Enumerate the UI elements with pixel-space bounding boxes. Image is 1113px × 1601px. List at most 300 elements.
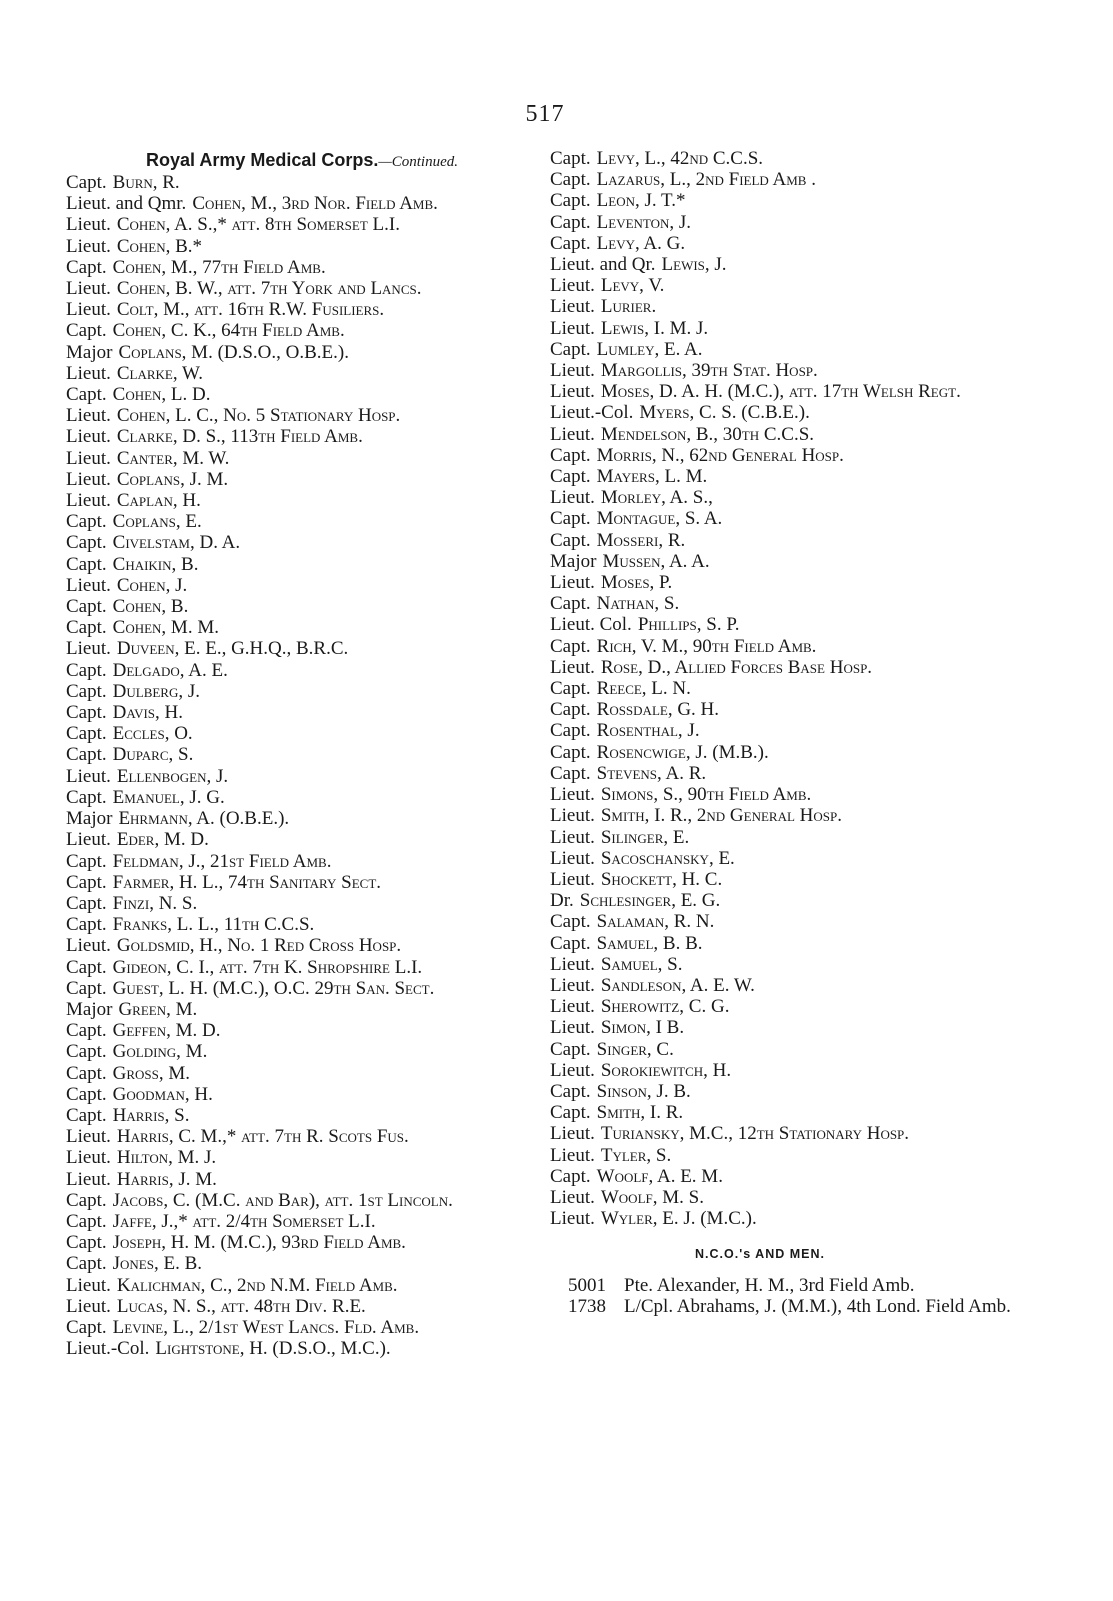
nco-entry — [550, 1275, 1030, 1296]
entry-rank: Lieut. — [66, 1126, 111, 1148]
entry-name: Coplans, E. — [112, 511, 202, 533]
roster-entry — [550, 763, 1030, 784]
roster-entry — [66, 1211, 536, 1232]
entry-rank: Capt. — [550, 169, 591, 191]
entry-name: Duparc, S. — [112, 744, 194, 766]
entry-name: Duveen, E. E., G.H.Q., B.R.C. — [116, 638, 349, 660]
entry-rank: Lieut. — [66, 574, 111, 596]
entry-name: Caplan, H. — [116, 490, 201, 512]
roster-entry — [66, 426, 536, 447]
entry-rank: Lieut. — [66, 278, 111, 300]
entry-rank: Capt. — [66, 532, 107, 554]
roster-entry — [66, 363, 536, 384]
roster-entry — [550, 1060, 1030, 1081]
roster-entry — [66, 554, 536, 575]
entry-name: Green, M. — [118, 998, 198, 1020]
entry-rank: Capt. — [550, 678, 591, 700]
nco-text: L/Cpl. Abrahams, J. (M.M.), 4th Lond. Field Amb. — [624, 1296, 1011, 1318]
entry-name: Rossdale, G. H. — [596, 699, 720, 721]
entry-name: Feldman, J., 21st Field Amb. — [112, 850, 332, 872]
entry-name: Eder, M. D. — [116, 829, 209, 851]
entry-name: Colt, M., att. 16th R.W. Fusiliers. — [116, 299, 385, 321]
roster-entry — [550, 508, 1030, 529]
roster-entry — [66, 1253, 536, 1274]
entry-rank: Capt. — [66, 956, 107, 978]
entry-rank: Capt. — [66, 553, 107, 575]
entry-rank: Lieut. — [550, 805, 595, 827]
entry-rank: Lieut. — [550, 826, 595, 848]
entry-rank: Capt. — [550, 232, 591, 254]
entry-name: Levy, L., 42nd C.C.S. — [596, 148, 764, 169]
entry-rank: Lieut. — [66, 1168, 111, 1190]
roster-entry — [550, 848, 1030, 869]
roster-entry — [550, 212, 1030, 233]
entry-name: Clarke, W. — [116, 362, 203, 384]
roster-entry — [66, 511, 536, 532]
roster-entry — [550, 996, 1030, 1017]
entry-rank: Lieut. — [66, 426, 111, 448]
entry-name: Cohen, C. K., 64th Field Amb. — [112, 320, 345, 342]
entry-rank: Lieut. — [66, 235, 111, 257]
roster-entry — [550, 445, 1030, 466]
entry-name: Cohen, J. — [116, 574, 188, 596]
entry-name: Jacobs, C. (M.C. and Bar), att. 1st Lincoln. — [112, 1189, 453, 1211]
entry-rank: Capt. — [66, 871, 107, 893]
roster-entry — [66, 681, 536, 702]
entry-name: Cohen, A. S.,* att. 8th Somerset L.I. — [116, 214, 400, 236]
entry-name: Ellenbogen, J. — [116, 765, 229, 787]
entry-rank: Lieut.-Col. — [66, 1338, 150, 1360]
roster-entry — [66, 172, 536, 193]
entry-rank: Capt. — [550, 741, 591, 763]
entry-rank: Lieut. — [550, 1208, 595, 1230]
entry-rank: Lieut. — [550, 1123, 595, 1145]
roster-entry — [66, 214, 536, 235]
roster-entry — [550, 657, 1030, 678]
entry-rank: Lieut. — [66, 1295, 111, 1317]
roster-entry — [66, 744, 536, 765]
roster-entry — [66, 1105, 536, 1126]
entry-name: Levy, A. G. — [596, 232, 686, 254]
entry-name: Farmer, H. L., 74th Sanitary Sect. — [112, 871, 382, 893]
roster-entry — [550, 381, 1030, 402]
entry-name: Mayers, L. M. — [596, 466, 708, 488]
entry-rank: Capt. — [66, 384, 107, 406]
roster-entry — [66, 1020, 536, 1041]
entry-name: Goodman, H. — [112, 1083, 213, 1105]
roster-entry — [66, 257, 536, 278]
roster-entry — [66, 914, 536, 935]
roster-entry — [66, 448, 536, 469]
entry-name: Shockett, H. C. — [600, 868, 723, 890]
entry-rank: Lieut. and Qmr. — [66, 193, 187, 215]
entry-name: Coplans, M. (D.S.O., O.B.E.). — [118, 341, 349, 363]
roster-entry — [66, 1041, 536, 1062]
roster-entry — [66, 1063, 536, 1084]
entry-name: Jaffe, J.,* att. 2/4th Somerset L.I. — [112, 1210, 376, 1232]
roster-entry — [66, 978, 536, 999]
entry-rank: Capt. — [66, 723, 107, 745]
entry-name: Smith, I. R. — [596, 1102, 684, 1124]
section-heading — [66, 148, 536, 172]
entry-name: Chaikin, B. — [112, 553, 199, 575]
entry-name: Goldsmid, H., No. 1 Red Cross Hosp. — [116, 935, 402, 957]
roster-entry — [66, 1296, 536, 1317]
roster-entry — [66, 872, 536, 893]
entry-name: Morley, A. S., — [600, 487, 713, 509]
roster-entry — [550, 1017, 1030, 1038]
entry-name: Singer, C. — [596, 1038, 674, 1060]
entry-rank: Capt. — [66, 1232, 107, 1254]
entry-rank: Dr. — [550, 890, 574, 912]
nco-heading: N.C.O.'s AND MEN. — [695, 1247, 825, 1262]
section-heading-continued: —Continued. — [378, 154, 458, 170]
roster-entry — [550, 805, 1030, 826]
entry-rank: Lieut. — [66, 447, 111, 469]
roster-entry — [66, 596, 536, 617]
roster-entry — [550, 318, 1030, 339]
entry-name: Hilton, M. J. — [116, 1147, 217, 1169]
entry-name: Civelstam, D. A. — [112, 532, 241, 554]
entry-name: Geffen, M. D. — [112, 1020, 221, 1042]
roster-entry — [66, 1126, 536, 1147]
roster-entry — [66, 957, 536, 978]
roster-entry — [550, 954, 1030, 975]
entry-rank: Lieut. — [66, 935, 111, 957]
entry-name: Stevens, A. R. — [596, 762, 707, 784]
entry-rank: Lieut. — [550, 1144, 595, 1166]
entry-rank: Capt. — [66, 850, 107, 872]
entry-rank: Capt. — [66, 1253, 107, 1275]
roster-entry — [550, 975, 1030, 996]
entry-rank: Lieut. — [66, 362, 111, 384]
roster-entry — [550, 254, 1030, 275]
entry-name: Davis, H. — [112, 702, 183, 724]
entry-rank: Lieut. — [66, 765, 111, 787]
entry-name: Woolf, M. S. — [600, 1186, 704, 1208]
entry-rank: Lieut. — [66, 468, 111, 490]
entry-name: Samuel, B. B. — [596, 932, 703, 954]
entry-name: Emanuel, J. G. — [112, 786, 225, 808]
entry-name: Guest, L. H. (M.C.), O.C. 29th San. Sect. — [112, 977, 435, 999]
roster-entry — [550, 911, 1030, 932]
entry-name: Levine, L., 2/1st West Lancs. Fld. Amb. — [112, 1316, 420, 1338]
roster-entry — [66, 405, 536, 426]
entry-name: Clarke, D. S., 113th Field Amb. — [116, 426, 363, 448]
entry-rank: Capt. — [66, 914, 107, 936]
entry-rank: Capt. — [66, 1041, 107, 1063]
entry-name: Turiansky, M.C., 12th Stationary Hosp. — [600, 1123, 910, 1145]
entry-rank: Capt. — [550, 1102, 591, 1124]
entry-name: Margollis, 39th Stat. Hosp. — [600, 360, 818, 382]
roster-entry — [550, 169, 1030, 190]
entry-name: Cohen, L. D. — [112, 384, 211, 406]
left-column — [66, 148, 536, 1359]
entry-rank: Capt. — [66, 680, 107, 702]
roster-entry — [550, 275, 1030, 296]
entry-name: Harris, J. M. — [116, 1168, 217, 1190]
roster-entry — [550, 1145, 1030, 1166]
nco-number: 5001 — [568, 1275, 606, 1297]
entry-rank: Capt. — [66, 892, 107, 914]
section-heading-title: Royal Army Medical Corps. — [146, 150, 379, 170]
entry-rank: Capt. — [550, 1080, 591, 1102]
roster-entry — [66, 575, 536, 596]
entry-name: Salaman, R. N. — [596, 911, 715, 933]
entry-rank: Lieut. Col. — [550, 614, 632, 636]
roster-entry — [66, 384, 536, 405]
entry-name: Cohen, B. W., att. 7th York and Lancs. — [116, 278, 422, 300]
entry-name: Woolf, A. E. M. — [596, 1165, 723, 1187]
roster-entry — [550, 424, 1030, 445]
entry-rank: Lieut. — [550, 423, 595, 445]
entry-name: Lightstone, H. (D.S.O., M.C.). — [155, 1338, 391, 1360]
entry-name: Gideon, C. I., att. 7th K. Shropshire L.I. — [112, 956, 423, 978]
entry-name: Burn, R. — [112, 172, 180, 193]
roster-entry — [550, 466, 1030, 487]
entry-rank: Lieut. and Qr. — [550, 254, 656, 276]
entry-name: Eccles, O. — [112, 723, 193, 745]
roster-entry — [66, 766, 536, 787]
entry-rank: Capt. — [66, 1083, 107, 1105]
roster-entry — [66, 320, 536, 341]
entry-name: Moses, P. — [600, 572, 673, 594]
entry-name: Jones, E. B. — [112, 1253, 203, 1275]
roster-entry — [66, 1147, 536, 1168]
entry-name: Cohen, M. M. — [112, 617, 219, 639]
entry-rank: Major — [550, 550, 597, 572]
entry-rank: Capt. — [550, 508, 591, 530]
roster-entry — [66, 808, 536, 829]
entry-rank: Lieut. — [66, 1147, 111, 1169]
roster-entry — [550, 1081, 1030, 1102]
entry-rank: Major — [66, 341, 113, 363]
roster-entry — [66, 236, 536, 257]
entry-name: Cohen, B.* — [116, 235, 203, 257]
entry-rank: Capt. — [66, 1104, 107, 1126]
roster-entry — [550, 1123, 1030, 1144]
entry-rank: Lieut. — [550, 317, 595, 339]
entry-name: Myers, C. S. (C.B.E.). — [639, 402, 810, 424]
entry-rank: Lieut. — [550, 953, 595, 975]
entry-name: Silinger, E. — [600, 826, 690, 848]
entry-name: Sorokiewitch, H. — [600, 1059, 732, 1081]
entry-name: Morris, N., 62nd General Hosp. — [596, 444, 844, 466]
entry-rank: Capt. — [550, 529, 591, 551]
entry-rank: Capt. — [66, 256, 107, 278]
entry-rank: Lieut. — [66, 490, 111, 512]
entry-name: Mendelson, B., 30th C.C.S. — [600, 423, 815, 445]
entry-rank: Capt. — [550, 444, 591, 466]
entry-name: Canter, M. W. — [116, 447, 230, 469]
entry-rank: Capt. — [550, 1165, 591, 1187]
entry-name: Coplans, J. M. — [116, 468, 229, 490]
entry-rank: Capt. — [66, 596, 107, 618]
roster-entry — [66, 469, 536, 490]
roster-entry — [550, 1208, 1030, 1229]
entry-rank: Capt. — [66, 1189, 107, 1211]
roster-entry — [550, 1102, 1030, 1123]
roster-entry — [66, 787, 536, 808]
roster-entry — [66, 723, 536, 744]
entry-name: Lucas, N. S., att. 48th Div. R.E. — [116, 1295, 366, 1317]
roster-entry — [550, 593, 1030, 614]
entry-name: Mosseri, R. — [596, 529, 686, 551]
entry-name: Rose, D., Allied Forces Base Hosp. — [600, 656, 873, 678]
roster-entry — [66, 342, 536, 363]
entry-rank: Capt. — [66, 977, 107, 999]
roster-entry — [66, 1232, 536, 1253]
entry-name: Lewis, I. M. J. — [600, 317, 709, 339]
nco-number: 1738 — [568, 1296, 606, 1318]
entry-rank: Capt. — [550, 932, 591, 954]
roster-entry — [66, 278, 536, 299]
entry-rank: Lieut. — [66, 1274, 111, 1296]
entry-rank: Capt. — [550, 593, 591, 615]
entry-name: Joseph, H. M. (M.C.), 93rd Field Amb. — [112, 1232, 406, 1254]
entry-name: Gross, M. — [112, 1062, 191, 1084]
roster-entry — [66, 660, 536, 681]
roster-entry — [550, 551, 1030, 572]
entry-rank: Capt. — [66, 744, 107, 766]
entry-rank: Lieut. — [66, 638, 111, 660]
roster-entry — [550, 742, 1030, 763]
roster-entry — [66, 893, 536, 914]
roster-entry — [66, 702, 536, 723]
entry-rank: Lieut. — [550, 1186, 595, 1208]
entry-rank: Capt. — [550, 762, 591, 784]
entry-rank: Capt. — [550, 911, 591, 933]
entry-name: Cohen, M., 3rd Nor. Field Amb. — [192, 193, 438, 215]
entry-name: Finzi, N. S. — [112, 892, 198, 914]
entry-name: Ehrmann, A. (O.B.E.). — [118, 808, 290, 830]
entry-rank: Capt. — [66, 1020, 107, 1042]
entry-name: Phillips, S. P. — [637, 614, 740, 636]
entry-name: Cohen, B. — [112, 596, 189, 618]
roster-entry — [550, 720, 1030, 741]
entry-name: Tyler, S. — [600, 1144, 672, 1166]
entry-name: Cohen, L. C., No. 5 Stationary Hosp. — [116, 405, 401, 427]
entry-name: Rosencwige, J. (M.B.). — [596, 741, 769, 763]
roster-entry — [66, 1275, 536, 1296]
nco-text: Pte. Alexander, H. M., 3rd Field Amb. — [624, 1275, 915, 1297]
roster-entry — [550, 572, 1030, 593]
entry-name: Leon, J. T.* — [596, 190, 686, 212]
roster-entry — [550, 1187, 1030, 1208]
entry-rank: Capt. — [550, 466, 591, 488]
entry-name: Lewis, J. — [661, 254, 727, 276]
entry-name: Reece, L. N. — [596, 678, 691, 700]
entry-name: Simons, S., 90th Field Amb. — [600, 784, 812, 806]
roster-entry — [66, 829, 536, 850]
entry-rank: Lieut. — [550, 847, 595, 869]
entry-rank: Capt. — [550, 190, 591, 212]
entry-rank: Lieut. — [66, 829, 111, 851]
roster-entry — [66, 999, 536, 1020]
roster-entry — [550, 784, 1030, 805]
entry-name: Golding, M. — [112, 1041, 208, 1063]
roster-entry — [550, 233, 1030, 254]
entry-rank: Major — [66, 998, 113, 1020]
entry-name: Rich, V. M., 90th Field Amb. — [596, 635, 817, 657]
entry-rank: Capt. — [66, 1210, 107, 1232]
entry-rank: Lieut. — [550, 996, 595, 1018]
roster-entry — [66, 532, 536, 553]
roster-entry — [66, 1169, 536, 1190]
entry-name: Schlesinger, E. G. — [579, 890, 721, 912]
roster-entry — [66, 638, 536, 659]
entry-rank: Lieut. — [550, 656, 595, 678]
entry-name: Lazarus, L., 2nd Field Amb . — [596, 169, 816, 191]
entry-name: Dulberg, J. — [112, 680, 201, 702]
entry-rank: Capt. — [550, 699, 591, 721]
entry-name: Lurier. — [600, 296, 657, 318]
entry-name: Lumley, E. A. — [596, 338, 703, 360]
entry-rank: Capt. — [550, 211, 591, 233]
entry-rank: Capt. — [66, 1316, 107, 1338]
entry-rank: Capt. — [66, 659, 107, 681]
roster-entry — [66, 193, 536, 214]
entry-rank: Lieut. — [66, 299, 111, 321]
roster-entry — [550, 487, 1030, 508]
entry-rank: Capt. — [66, 172, 107, 193]
entry-name: Cohen, M., 77th Field Amb. — [112, 256, 326, 278]
entry-rank: Capt. — [550, 720, 591, 742]
entry-name: Sacoschansky, E. — [600, 847, 735, 869]
entry-rank: Lieut. — [550, 381, 595, 403]
roster-entry — [550, 296, 1030, 317]
entry-name: Simon, I B. — [600, 1017, 685, 1039]
roster-entry — [66, 299, 536, 320]
entry-rank: Capt. — [66, 702, 107, 724]
entry-name: Delgado, A. E. — [112, 659, 228, 681]
roster-entry — [550, 890, 1030, 911]
roster-entry — [550, 614, 1030, 635]
entry-rank: Capt. — [66, 1062, 107, 1084]
nco-entry — [550, 1296, 1030, 1317]
entry-rank: Capt. — [66, 511, 107, 533]
entry-rank: Lieut. — [66, 405, 111, 427]
entry-rank: Major — [66, 808, 113, 830]
entry-rank: Lieut. — [550, 868, 595, 890]
roster-entry — [550, 1166, 1030, 1187]
roster-entry — [550, 530, 1030, 551]
entry-rank: Capt. — [550, 635, 591, 657]
entry-name: Montague, S. A. — [596, 508, 723, 530]
entry-rank: Lieut. — [550, 784, 595, 806]
roster-entry — [550, 148, 1030, 169]
roster-entry — [66, 1190, 536, 1211]
roster-entry — [550, 636, 1030, 657]
roster-entry — [550, 402, 1030, 423]
roster-entry — [550, 869, 1030, 890]
roster-entry — [66, 617, 536, 638]
entry-rank: Lieut. — [66, 214, 111, 236]
roster-entry — [550, 1039, 1030, 1060]
entry-name: Moses, D. A. H. (M.C.), att. 17th Welsh Regt. — [600, 381, 961, 403]
entry-name: Sandleson, A. E. W. — [600, 974, 755, 996]
entry-rank: Capt. — [66, 617, 107, 639]
entry-name: Leventon, J. — [596, 211, 692, 233]
roster-entry — [66, 490, 536, 511]
roster-entry — [66, 935, 536, 956]
entry-name: Mussen, A. A. — [602, 550, 710, 572]
roster-entry — [66, 1338, 536, 1359]
page-number: 517 — [525, 101, 565, 127]
entry-name: Harris, S. — [112, 1104, 190, 1126]
entry-name: Sinson, J. B. — [596, 1080, 691, 1102]
roster-entry — [550, 360, 1030, 381]
